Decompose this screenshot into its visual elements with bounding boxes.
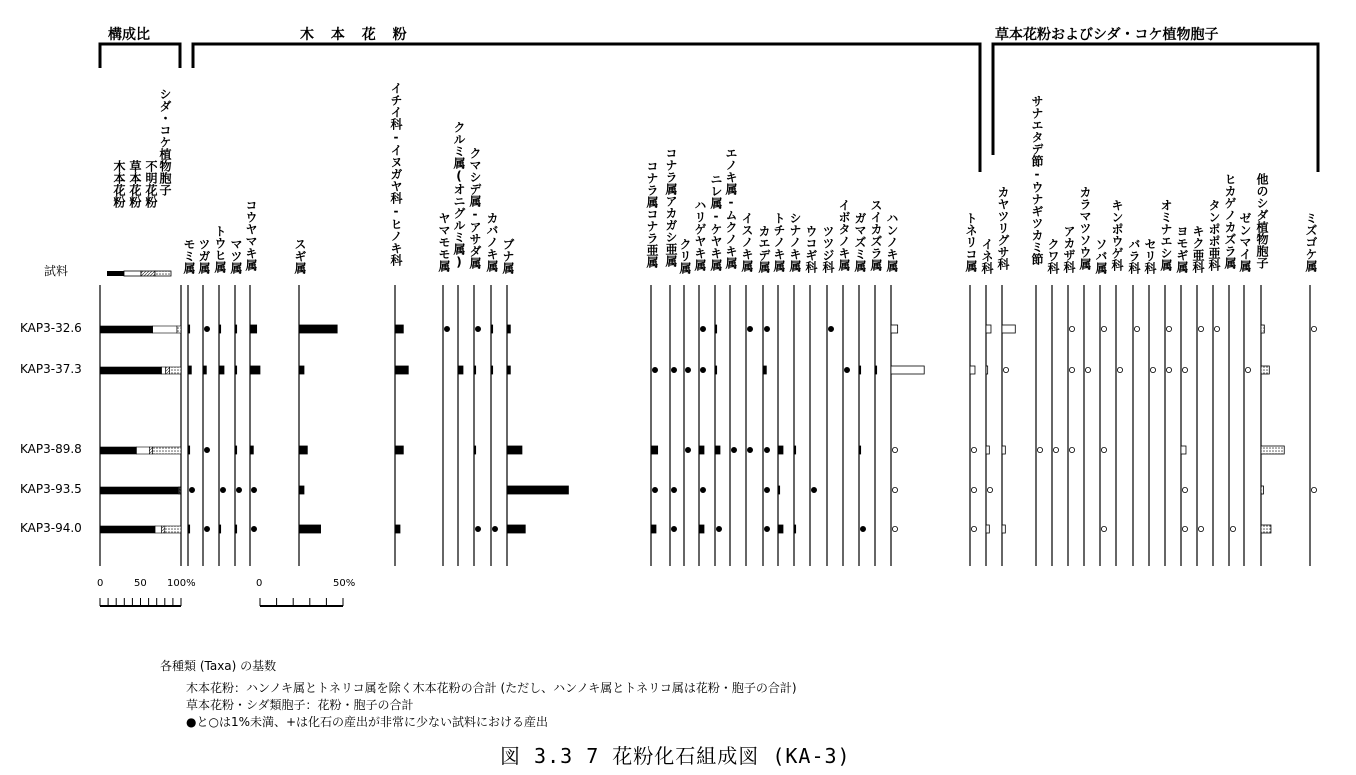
data-dot — [828, 326, 833, 331]
composition-bar-unknown — [149, 447, 152, 454]
data-bar — [970, 366, 975, 374]
data-bar — [188, 366, 191, 374]
data-bar — [651, 446, 658, 454]
data-dot — [1198, 326, 1203, 331]
taxon-label: ガマズミ属 — [853, 212, 867, 272]
data-bar — [778, 525, 783, 533]
data-bar — [778, 446, 783, 454]
data-bar — [395, 525, 400, 533]
data-dot — [1101, 326, 1106, 331]
data-dot — [475, 326, 480, 331]
data-bar — [507, 486, 568, 494]
sample-label: KAP3-89.8 — [20, 442, 82, 456]
bracket-composition — [100, 44, 180, 68]
taxon-label: コウヤマキ属 — [244, 199, 258, 271]
data-dot — [671, 487, 676, 492]
taxon-label: ハンノキ属 — [885, 212, 899, 272]
composition-bar-fern — [165, 526, 181, 533]
data-bar — [794, 525, 796, 533]
data-dot — [1134, 326, 1139, 331]
swatch-unknown — [141, 271, 155, 276]
taxon-label: ゼンマイ属 — [1238, 212, 1252, 272]
data-dot — [731, 447, 736, 452]
taxon-label: セリ科 — [1143, 238, 1157, 274]
data-bar — [715, 325, 717, 333]
sample-label: KAP3-94.0 — [20, 521, 82, 535]
percent-axis-tick-0: 0 — [256, 578, 263, 589]
data-bar — [507, 325, 510, 333]
data-dot — [892, 447, 897, 452]
data-dot — [811, 487, 816, 492]
data-bar — [778, 486, 780, 494]
data-dot — [747, 326, 752, 331]
data-bar — [1002, 325, 1015, 333]
composition-bar-arboreal — [100, 487, 179, 494]
data-dot — [1117, 367, 1122, 372]
taxon-label: トチノキ属 — [772, 212, 786, 272]
taxon-label: イスノキ属 — [740, 212, 754, 272]
taxon-label: イボタノキ属 — [837, 199, 851, 271]
data-bar — [203, 366, 206, 374]
taxon-label: ミズゴケ属 — [1304, 212, 1318, 272]
data-bar — [299, 366, 304, 374]
bracket-arboreal — [193, 44, 980, 172]
data-bar — [219, 525, 221, 533]
data-dot — [860, 526, 865, 531]
data-bar — [250, 325, 257, 333]
data-dot — [1085, 367, 1090, 372]
data-dot — [444, 326, 449, 331]
data-bar — [1002, 525, 1005, 533]
data-bar — [715, 366, 717, 374]
swatch-nonarboreal — [124, 271, 141, 276]
taxon-label: イネ科 — [980, 238, 994, 274]
data-bar — [235, 525, 237, 533]
data-bar — [875, 366, 877, 374]
taxon-label: カヤツリグサ科 — [996, 186, 1010, 270]
taxon-label: コナラ属コナラ亜属 — [645, 160, 659, 268]
data-bar — [986, 325, 991, 333]
data-bar — [986, 446, 989, 454]
data-bar — [1261, 366, 1269, 374]
taxon-label: ウコギ科 — [804, 225, 818, 273]
composition-bar-nonarboreal — [155, 526, 161, 533]
data-dot — [685, 447, 690, 452]
composition-bar-arboreal — [100, 447, 136, 454]
taxon-label: ヒカゲノカズラ属 — [1223, 173, 1237, 269]
composition-bar-unknown — [166, 367, 170, 374]
taxon-label: ツツジ科 — [821, 225, 835, 273]
composition-bar-fern — [180, 487, 181, 494]
data-dot — [971, 526, 976, 531]
header-composition: 構成比 — [108, 27, 150, 43]
sample-label: KAP3-37.3 — [20, 362, 82, 376]
data-dot — [251, 487, 256, 492]
data-bar — [891, 366, 924, 374]
taxon-label: クワ科 — [1046, 238, 1060, 274]
data-bar — [219, 325, 221, 333]
taxon-label: スイカズラ属 — [869, 199, 883, 271]
data-bar — [891, 325, 898, 333]
data-dot — [204, 326, 209, 331]
data-dot — [1182, 367, 1187, 372]
data-dot — [987, 487, 992, 492]
taxon-label: ハリゲヤキ属 — [693, 199, 707, 271]
composition-bar-unknown — [162, 526, 165, 533]
data-bar — [1261, 486, 1263, 494]
data-bar — [395, 366, 408, 374]
data-dot — [492, 526, 497, 531]
taxon-label: ソバ属 — [1094, 238, 1108, 274]
data-dot — [1182, 487, 1187, 492]
data-dot — [1069, 326, 1074, 331]
data-dot — [671, 367, 676, 372]
data-dot — [652, 367, 657, 372]
composition-bar-arboreal — [100, 526, 155, 533]
taxon-label: バラ科 — [1127, 238, 1141, 274]
data-bar — [235, 366, 237, 374]
data-bar — [507, 366, 510, 374]
data-bar — [986, 366, 988, 374]
composition-bar-arboreal — [100, 367, 162, 374]
taxon-label: モミ属 — [182, 238, 196, 274]
data-dot — [1003, 367, 1008, 372]
data-dot — [1198, 526, 1203, 531]
data-dot — [1230, 526, 1235, 531]
data-bar — [763, 366, 766, 374]
data-bar — [794, 446, 796, 454]
taxon-label: トウヒ属 — [213, 225, 227, 273]
data-dot — [1037, 447, 1042, 452]
bracket-nonarboreal — [993, 44, 1318, 172]
data-bar — [699, 525, 704, 533]
data-dot — [1150, 367, 1155, 372]
header-nonarboreal: 草本花粉およびシダ・コケ植物胞子 — [995, 27, 1219, 43]
data-bar — [395, 325, 403, 333]
data-dot — [652, 487, 657, 492]
taxon-label: エノキ属-ムクノキ属 — [724, 147, 738, 269]
data-bar — [299, 486, 304, 494]
composition-column-label: 木本花粉 — [112, 160, 126, 208]
data-bar — [1261, 325, 1264, 333]
data-bar — [1181, 446, 1186, 454]
data-bar — [507, 446, 522, 454]
data-dot — [971, 447, 976, 452]
data-dot — [251, 526, 256, 531]
data-dot — [844, 367, 849, 372]
data-dot — [1245, 367, 1250, 372]
data-bar — [1261, 446, 1284, 454]
taxon-label: クルミ属(オニグルミ属) — [452, 121, 466, 269]
header-arboreal: 木 本 花 粉 — [300, 27, 413, 43]
composition-bar-arboreal — [100, 326, 153, 333]
data-dot — [716, 526, 721, 531]
data-bar — [507, 525, 525, 533]
data-bar — [859, 446, 861, 454]
data-dot — [764, 447, 769, 452]
sample-header: 試料 — [44, 264, 69, 278]
data-bar — [651, 525, 656, 533]
taxon-label: ブナ属 — [501, 238, 515, 274]
data-dot — [1214, 326, 1219, 331]
data-dot — [1101, 526, 1106, 531]
data-dot — [685, 367, 690, 372]
taxon-label: ツガ属 — [197, 238, 211, 274]
composition-bar-nonarboreal — [153, 326, 177, 333]
data-bar — [699, 446, 704, 454]
data-bar — [458, 366, 463, 374]
data-bar — [491, 366, 493, 374]
data-bar — [859, 366, 861, 374]
data-dot — [700, 487, 705, 492]
data-bar — [235, 325, 237, 333]
data-dot — [892, 487, 897, 492]
data-bar — [250, 366, 260, 374]
swatch-arboreal — [107, 271, 124, 276]
data-bar — [299, 446, 307, 454]
data-dot — [700, 326, 705, 331]
taxon-label: マツ属 — [229, 238, 243, 274]
data-bar — [474, 366, 476, 374]
data-dot — [764, 487, 769, 492]
data-bar — [219, 366, 224, 374]
data-dot — [1182, 526, 1187, 531]
data-bar — [299, 325, 337, 333]
data-bar — [395, 446, 403, 454]
taxon-label: イチイ科-イヌガヤ科-ヒノキ科 — [389, 82, 403, 266]
data-bar — [188, 446, 190, 454]
figure-caption: 図 3.3 7 花粉化石組成図 (KA-3) — [500, 744, 851, 768]
data-dot — [1166, 326, 1171, 331]
taxon-label: キンポウゲ科 — [1110, 199, 1124, 271]
data-bar — [715, 446, 720, 454]
taxon-label: クマシデ属-アサダ属 — [468, 147, 482, 269]
data-dot — [1166, 367, 1171, 372]
data-bar — [1002, 446, 1005, 454]
data-bar — [474, 446, 476, 454]
data-dot — [1053, 447, 1058, 452]
taxon-label: シナノキ属 — [788, 212, 802, 272]
taxon-label: ニレ属-ケヤキ属 — [709, 173, 723, 271]
taxon-label: カエデ属 — [757, 225, 771, 273]
data-dot — [1101, 447, 1106, 452]
taxon-label: サナエタデ節-ウナギツカミ節 — [1030, 95, 1044, 265]
taxon-label: スギ属 — [293, 238, 307, 274]
data-dot — [1069, 447, 1074, 452]
composition-column-label: 不明花粉 — [144, 160, 158, 208]
taxon-label: キク亜科 — [1191, 225, 1205, 273]
data-bar — [188, 525, 190, 533]
taxon-label: ヨモギ属 — [1175, 225, 1189, 273]
data-bar — [250, 446, 253, 454]
composition-bar-fern — [170, 367, 181, 374]
sample-label: KAP3-32.6 — [20, 321, 82, 335]
composition-axis-tick-0: 0 — [97, 578, 104, 589]
data-dot — [189, 487, 194, 492]
data-dot — [204, 526, 209, 531]
data-dot — [764, 526, 769, 531]
data-bar — [1261, 525, 1271, 533]
composition-axis-tick-100: 100% — [167, 578, 196, 589]
composition-column-label: シダ・コケ植物胞子 — [158, 88, 172, 196]
composition-bar-nonarboreal — [136, 447, 149, 454]
data-dot — [764, 326, 769, 331]
data-dot — [1311, 487, 1316, 492]
composition-bar-fern — [177, 326, 181, 333]
taxon-label: カバノキ属 — [485, 212, 499, 272]
data-dot — [475, 526, 480, 531]
taxon-label: ヤマモモ属 — [437, 212, 451, 272]
data-dot — [700, 367, 705, 372]
composition-column-label: 草本花粉 — [128, 160, 142, 208]
data-dot — [1311, 326, 1316, 331]
data-bar — [491, 325, 493, 333]
data-dot — [1069, 367, 1074, 372]
percent-axis-tick-50: 50% — [333, 578, 356, 589]
legend-line-1: 木本花粉：ハンノキ属とトネリコ属を除く木本花粉の合計 (ただし、ハンノキ属とトネリコ属は花粉・胞子の合計) — [186, 681, 797, 695]
taxon-label: 他のシダ植物胞子 — [1255, 173, 1269, 269]
sample-label: KAP3-93.5 — [20, 482, 82, 496]
legend-line-3: ●と○は1%未満、+は化石の産出が非常に少ない試料における産出 — [186, 715, 549, 729]
taxon-label: タンポポ亜科 — [1207, 199, 1221, 271]
composition-bar-nonarboreal — [162, 367, 166, 374]
legend-line-2: 草本花粉・シダ類胞子：花粉・胞子の合計 — [186, 698, 414, 712]
data-dot — [971, 487, 976, 492]
data-dot — [236, 487, 241, 492]
data-bar — [299, 525, 321, 533]
swatch-fern — [155, 271, 171, 276]
taxon-label: コナラ属アカガシ亜属 — [664, 147, 678, 267]
taxon-label: カラマツソウ属 — [1078, 186, 1092, 270]
data-bar — [235, 446, 237, 454]
taxon-label: クリ属 — [678, 238, 692, 274]
data-bar — [188, 325, 190, 333]
data-dot — [204, 447, 209, 452]
data-bar — [986, 525, 989, 533]
data-dot — [671, 526, 676, 531]
composition-axis-tick-50: 50 — [134, 578, 147, 589]
data-dot — [747, 447, 752, 452]
legend-title: 各種類 (Taxa) の基数 — [160, 659, 277, 673]
data-dot — [892, 526, 897, 531]
taxon-label: オミナエシ属 — [1159, 199, 1173, 271]
composition-bar-fern — [153, 447, 181, 454]
data-dot — [220, 487, 225, 492]
taxon-label: トネリコ属 — [964, 212, 978, 272]
taxon-label: アカザ科 — [1062, 225, 1076, 273]
